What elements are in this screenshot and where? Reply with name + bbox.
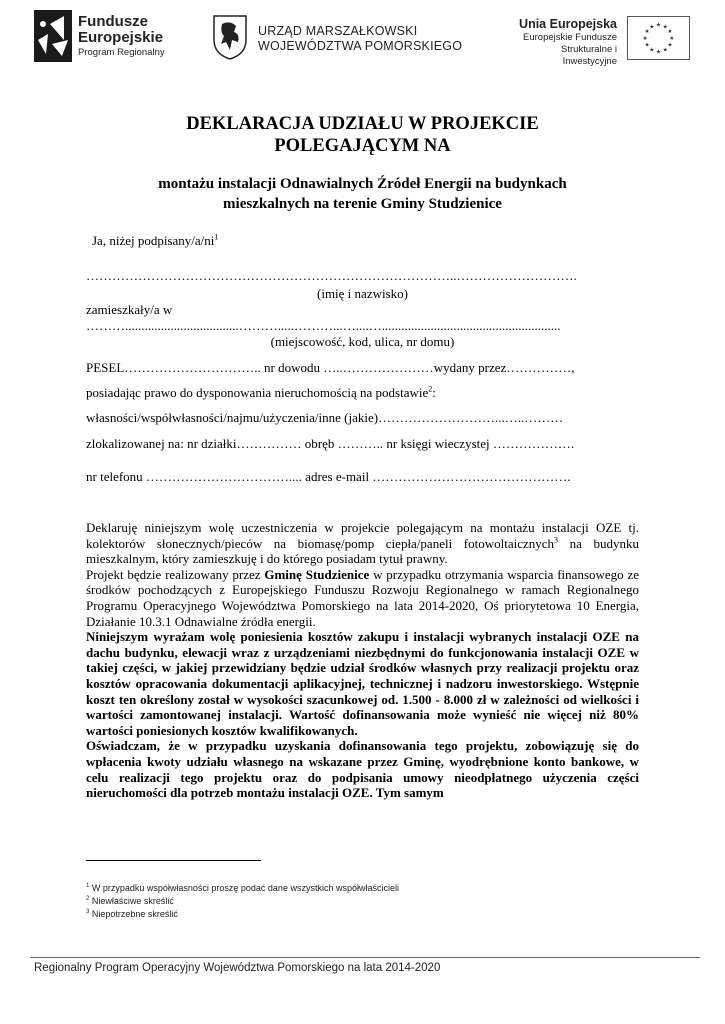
footnote-divider [86, 860, 261, 861]
declaration-body [86, 520, 639, 801]
property-right-colon: : [432, 385, 436, 400]
svg-text:★: ★ [662, 47, 668, 54]
paragraph-declaration [86, 520, 639, 567]
document-subtitle-line-1: montażu instalacji Odnawialnych Źródeł Energii na budynkach [158, 176, 567, 192]
pomorskie-griffin-crest-icon [212, 14, 248, 60]
intro-text: Ja, niżej podpisany/a/ni [92, 233, 215, 248]
svg-text:★: ★ [649, 24, 655, 31]
p2-text-b: w przypadku otrzymania wsparcia finansowego ze środków pochodzących z Europejskiego Funduszu Rozwoju Regionalnego w ramach Regionalnego Programu Operacyjnego Województwa Pomorskiego na lata 2014-2020, Oś priorytetowa 10 Energia, Działanie 10.3.1 Odnawialne źródła energii. [86, 566, 640, 629]
document-subtitle-line-2: mieszkalnych na terenie Gminy Studzienice [223, 196, 502, 212]
footnote-1-text: W przypadku współwłasności proszę podać dane wszystkich współwłaścicieli [89, 883, 399, 893]
fundusze-europejskie-mark-icon [34, 10, 72, 62]
property-right-text: posiadając prawo do dysponowania nieruchomością na podstawie [86, 385, 429, 400]
document-title-line-1: DEKLARACJA UDZIAŁU W PROJEKCIE [186, 114, 539, 134]
svg-text:★: ★ [669, 35, 675, 42]
residence-caption: (miejscowość, kod, ulica, nr domu) [270, 334, 455, 349]
svg-text:★: ★ [644, 29, 650, 36]
eu-stars-flag-icon [627, 16, 690, 60]
svg-text:★: ★ [644, 42, 650, 49]
p1-footnote-ref: 3 [554, 535, 559, 545]
um-line-2: WOJEWÓDZTWA POMORSKIEGO [258, 39, 463, 53]
footnote-3-number: 3 [86, 909, 90, 915]
pesel-line[interactable]: PESEL………………………….. nr dowodu …..…………………wydany przez……………, [86, 360, 575, 375]
ue-logo-text [505, 16, 617, 68]
paragraph-costs: Niniejszym wyrażam wolę poniesienia kosztów zakupu i instalacji wybranych instalacji OZE na dachu budynku, elewacji wraz z urządzeniami niezbędnymi do funkcjonowania instalacji OZE w takiej części, w jakiej przewidziany będzie udział środków własnych przy realizacji projektu oraz kosztów opracowania dokumentacji aplikacyjnej, technicznej i nadzoru inwestorskiego. Wstępnie koszt ten określony został w wysokości szacunkowej od. 1.500 - 8.000 zł w zależności od wielkości i wartości zamontowanej instalacji. Wartość dofinansowania może wynieść nie więcej niż 80% wartości poniesionych kosztów kwalifikowanych. [86, 629, 639, 738]
p2-text-a: Projekt będzie realizowany przez [86, 566, 265, 582]
residence-label: zamieszkały/a w [86, 302, 173, 317]
plot-line[interactable]: zlokalizowanej na: nr działki…………… obręb ……….. nr księgi wieczystej ………………. [86, 436, 575, 451]
fe-subtitle: Program Regionalny [78, 47, 165, 58]
urzad-marszalkowski-logo [212, 14, 472, 62]
footnote-1-number: 1 [86, 883, 90, 889]
um-line-1: URZĄD MARSZAŁKOWSKI [258, 24, 418, 38]
property-right-footnote-ref: 2 [428, 384, 433, 394]
ownership-line[interactable]: własności/współwłasności/najmu/użyczenia/inne (jakie)………………………...…..……… [86, 410, 564, 425]
residence-field[interactable]: ………...................................……….....………...…....…....................................................... [86, 318, 561, 333]
ue-line-2: Strukturalne i Inwestycyjne [561, 44, 617, 67]
fe-title-line-2: Europejskie [78, 29, 164, 46]
footer-divider [30, 957, 700, 958]
footnote-2-text: Niewłaściwe skreślić [89, 896, 174, 906]
p1-text-a: Deklaruję niniejszym wolę uczestniczenia w projekcie polegającym na montażu instalacji OZE tj. kolektorów słonecznych/pieców na biomasę/pomp ciepła/paneli fotowoltaicznych [86, 520, 639, 551]
svg-text:★: ★ [662, 24, 668, 31]
p2-municipality: Gminę Studzienice [264, 566, 370, 582]
unia-europejska-logo [505, 14, 695, 67]
contact-line[interactable]: nr telefonu …………………………….... adres e-mail ………………………………………. [86, 469, 571, 484]
fundusze-europejskie-logo [34, 10, 184, 66]
urzad-marszalkowski-text [258, 24, 462, 54]
footnote-1 [86, 882, 399, 894]
svg-text:★: ★ [642, 35, 648, 42]
ue-title: Unia Europejska [519, 17, 617, 31]
fe-logo-text [78, 14, 165, 60]
svg-text:★: ★ [667, 29, 673, 36]
intro-footnote-ref: 1 [214, 232, 219, 242]
intro-line [92, 233, 218, 249]
name-caption: (imię i nazwisko) [317, 286, 408, 301]
paragraph-obligation: Oświadczam, że w przypadku uzyskania dofinansowania tego projektu, zobowiązuję się do wpłacenia kwoty udziału własnego na wskazane przez Gminę, wyodrębnione konto bankowe, w celu realizacji tego projektu oraz do podpisania umowy nieodpłatnego użyczenia części nieruchomości dla potrzeb montażu instalacji OZE. Tym samym [86, 738, 639, 801]
footnote-2 [86, 895, 174, 907]
svg-text:★: ★ [655, 49, 662, 56]
document-title-line-2: POLEGAJĄCYM NA [274, 136, 451, 156]
name-field[interactable]: …………………………………………………………………………..………………………. [86, 268, 577, 283]
footnote-3 [86, 908, 178, 920]
footnote-3-text: Niepotrzebne skreślić [89, 909, 178, 919]
svg-text:★: ★ [655, 22, 662, 29]
fe-title-line-1: Fundusze [78, 13, 148, 30]
svg-text:★: ★ [667, 42, 673, 49]
paragraph-project [86, 567, 639, 629]
property-right-line [86, 385, 436, 401]
svg-text:★: ★ [649, 47, 655, 54]
footer-program-name: Regionalny Program Operacyjny Województwa Pomorskiego na lata 2014-2020 [34, 962, 441, 974]
footnote-2-number: 2 [86, 896, 90, 902]
ue-line-1: Europejskie Fundusze [523, 32, 617, 43]
p1-text-b: na budynku mieszkalnym, który zamieszkuję i do którego posiadam tytuł prawny. [86, 535, 639, 567]
